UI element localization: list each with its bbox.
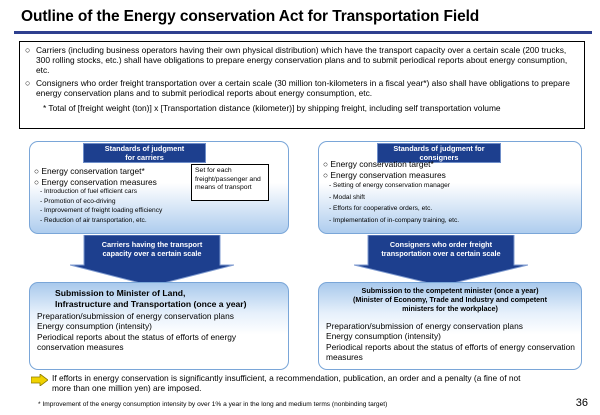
measure-item: - Modal shift [329, 193, 365, 201]
bullet-circle-icon: ○ [25, 77, 31, 88]
measure-item: - Setting of energy conservation manager [329, 182, 450, 189]
submission-item: Periodical reports about the status of efforts of energy conservation measures [37, 331, 237, 352]
heading-line: Infrastructure and Transportation (once a year) [55, 299, 247, 309]
page-number: 36 [575, 397, 588, 409]
energy-target: ○ Energy conservation target* [34, 166, 145, 176]
measure-item: - Promotion of eco-driving [40, 197, 116, 205]
consigner-standards-content [323, 159, 573, 226]
label-line: for carriers [125, 153, 164, 162]
carrier-submission-content [37, 311, 285, 352]
penalty-note: If efforts in energy conservation is significantly insufficient, a recommendation, publication, an order and a penalty (a fine of not more than one million yen) are imposed. [52, 373, 521, 394]
bullet-circle-icon: ○ [25, 45, 31, 55]
measure-item: - Improvement of freight loading efficiency [40, 207, 163, 215]
intro-item-consigners [25, 78, 580, 98]
label-line: capacity over a certain scale [102, 249, 202, 258]
carrier-submission-heading [55, 288, 277, 310]
label-line: Standards of judgment for [393, 144, 485, 153]
intro-box [19, 41, 585, 129]
intro-item-carriers [25, 45, 580, 76]
energy-measures: ○ Energy conservation measures [34, 177, 157, 187]
submission-item: Energy consumption (intensity) [326, 331, 441, 342]
title-rule [14, 31, 592, 34]
energy-target: ○ Energy conservation target* [323, 159, 434, 169]
label-line: consigners [419, 153, 459, 162]
carrier-arrow-label [88, 240, 216, 258]
carrier-standards-label [83, 143, 206, 163]
heading-line: (Minister of Economy, Trade and Industry and competent [353, 295, 547, 304]
carrier-standards-content [34, 166, 194, 225]
right-arrow-icon [31, 374, 48, 386]
heading-line: Submission to the competent minister (once a year) [361, 286, 539, 295]
set-for-each-note: Set for each freight/passenger and means of transport [191, 164, 269, 201]
intro-item-text: Consigners who order freight transportation over a certain scale (30 million ton-kilometers in a fiscal year*) also shall have obligations to prepare energy conservation plans and to submit periodical reports about energy consumption, etc. [36, 77, 570, 98]
measure-item: - Implementation of in-company training, etc. [329, 216, 460, 224]
consigner-submission-content [326, 321, 578, 362]
submission-item: Energy consumption (intensity) [37, 321, 152, 332]
measure-item: - Reduction of air transportation, etc. [40, 216, 147, 224]
measure-item: - Efforts for cooperative orders, etc. [329, 205, 433, 213]
submission-item: Preparation/submission of energy conservation plans [37, 311, 234, 321]
label-line: Standards of judgment [104, 144, 185, 153]
submission-item: Preparation/submission of energy conservation plans [326, 321, 523, 331]
intro-item-text: Carriers (including business operators having their own physical distribution) which have the transport capacity over a certain scale (200 trucks, 300 rolling stocks, etc.) shall have obligations to prepare energy conservation plans and to submit periodical reports about energy consumption, etc. [36, 45, 568, 76]
consigner-submission-heading [330, 286, 570, 313]
page-title: Outline of the Energy conservation Act for Transportation Field [21, 8, 480, 25]
submission-item: Periodical reports about the status of efforts of energy conservation measures [326, 341, 575, 362]
intro-note: * Total of [freight weight (ton)] x [Transportation distance (kilometer)] by shipping freight, including self transportation volume [43, 103, 501, 114]
consigner-arrow-label [371, 240, 511, 258]
energy-measures: ○ Energy conservation measures [323, 170, 446, 180]
label-line: Consigners who order freight [389, 240, 493, 249]
footnote: * Improvement of the energy consumption intensity by over 1% a year in the long and medium terms (nonbinding target) [38, 401, 388, 408]
measure-item: - Introduction of fuel efficient cars [40, 188, 138, 195]
heading-line: Submission to Minister of Land, [55, 288, 186, 298]
label-line: Carriers having the transport [101, 240, 203, 249]
label-line: transportation over a certain scale [381, 249, 501, 258]
heading-line: ministers for the workplace) [402, 304, 498, 313]
